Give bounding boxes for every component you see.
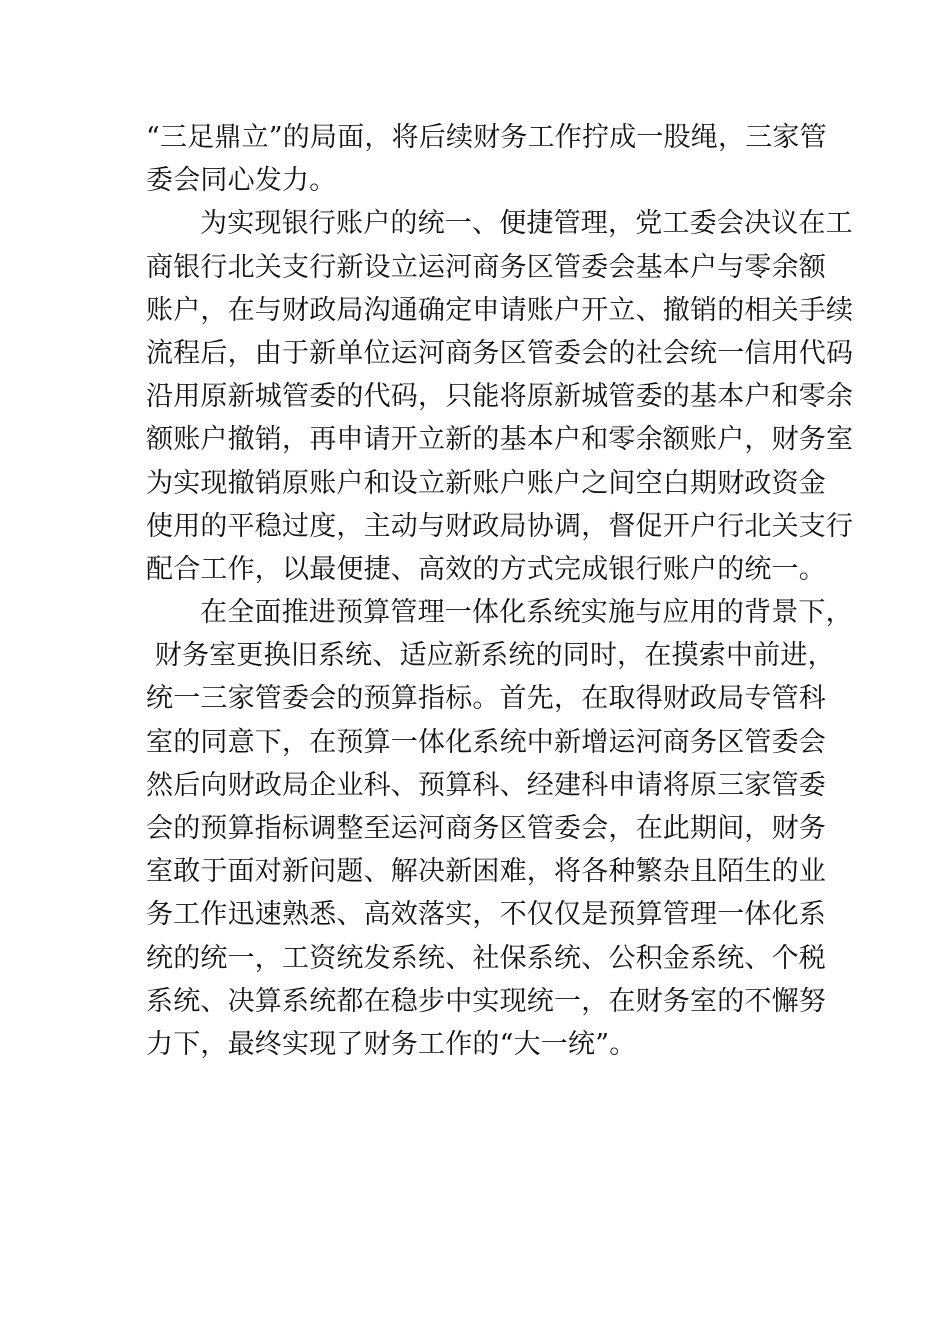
text-line: 账户，在与财政局沟通确定申请账户开立、撤销的相关手续	[146, 294, 854, 326]
text-line: 系统、决算系统都在稳步中实现统一，在财务室的不懈努	[146, 985, 826, 1017]
text-line: 会的预算指标调整至运河商务区管委会，在此期间，财务	[146, 813, 826, 844]
text-line: 室敢于面对新问题、解决新困难，将各种繁杂且陌生的业	[146, 856, 826, 888]
text-line: 使用的平稳过度，主动与财政局协调，督促开户行北关支行	[146, 510, 854, 542]
text-line: “三足鼎立”的局面，将后续财务工作拧成一股绳，三家管	[146, 122, 827, 153]
paragraph-continuation	[146, 116, 826, 202]
text-line: 配合工作，以最便捷、高效的方式完成银行账户的统一。	[146, 553, 826, 585]
text-line: 为实现撤销原账户和设立新账户账户之间空白期财政资金	[146, 467, 826, 499]
text-line: 务工作迅速熟悉、高效落实，不仅仅是预算管理一体化系	[146, 899, 826, 931]
text-line: 额账户撤销，再申请开立新的基本户和零余额账户，财务室	[146, 424, 854, 456]
text-line: 统一三家管委会的预算指标。首先，在取得财政局专管科	[146, 683, 826, 715]
paragraph-bank-accounts	[146, 202, 854, 591]
text-line: 为实现银行账户的统一、便捷管理，党工委会决议在工	[200, 208, 853, 240]
text-line: 商银行北关支行新设立运河商务区管委会基本户与零余额	[146, 251, 826, 283]
document-body	[146, 116, 854, 1066]
text-line: 委会同心发力。	[146, 165, 337, 197]
text-line: 沿用原新城管委的代码，只能将原新城管委的基本户和零余	[146, 381, 854, 413]
text-line: 室的同意下，在预算一体化系统中新增运河商务区管委会	[146, 726, 826, 758]
text-line: 统的统一，工资统发系统、社保系统、公积金系统、个税	[146, 942, 826, 974]
paragraph-budget-system	[146, 591, 853, 1066]
text-line: 在全面推进预算管理一体化系统实施与应用的背景下，	[200, 597, 853, 629]
text-line: 力下，最终实现了财务工作的“大一统”。	[146, 1028, 637, 1060]
text-line: 财务室更换旧系统、适应新系统的同时，在摸索中前进，	[146, 640, 835, 672]
text-line: 然后向财政局企业科、预算科、经建科申请将原三家管委	[146, 769, 826, 801]
text-line: 流程后，由于新单位运河商务区管委会的社会统一信用代码	[146, 337, 854, 369]
